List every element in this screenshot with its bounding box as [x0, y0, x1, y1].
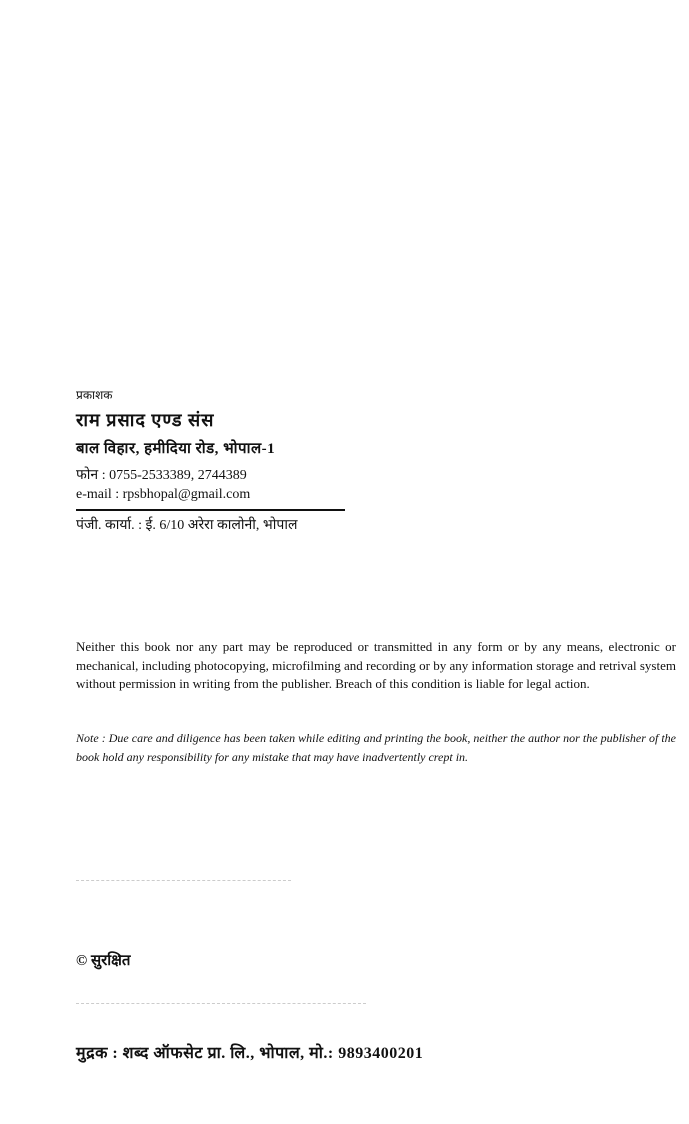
- faint-divider: [76, 1003, 366, 1004]
- divider: [76, 509, 345, 511]
- publisher-email: e-mail : rpsbhopal@gmail.com: [76, 487, 251, 502]
- publisher-address: बाल विहार, हमीदिया रोड, भोपाल-1: [76, 441, 276, 457]
- registered-office: पंजी. कार्या. : ई. 6/10 अरेरा कालोनी, भोपाल: [76, 518, 298, 533]
- faint-divider: [76, 880, 291, 881]
- publisher-phone: फोन : 0755-2533389, 2744389: [76, 468, 247, 483]
- publisher-name: राम प्रसाद एण्ड संस: [76, 410, 215, 430]
- copyright-notice: © सुरक्षित: [76, 953, 131, 969]
- printer-info: मुद्रक : शब्द ऑफसेट प्रा. लि., भोपाल, मो.: 9893400201: [76, 1045, 424, 1062]
- publisher-label: प्रकाशक: [76, 388, 113, 402]
- disclaimer-note: Note : Due care and diligence has been taken while editing and printing the book, neither the author nor the publisher of the book hold any responsibility for any mistake that may have inadvertently crept in.: [76, 731, 676, 764]
- rights-notice: Neither this book nor any part may be reproduced or transmitted in any form or by any means, electronic or mechanical, including photocopying, microfilming and recording or by any information storage and retrival system without permission in writing from the publisher. Breach of this condition is liable for legal action.: [76, 639, 676, 691]
